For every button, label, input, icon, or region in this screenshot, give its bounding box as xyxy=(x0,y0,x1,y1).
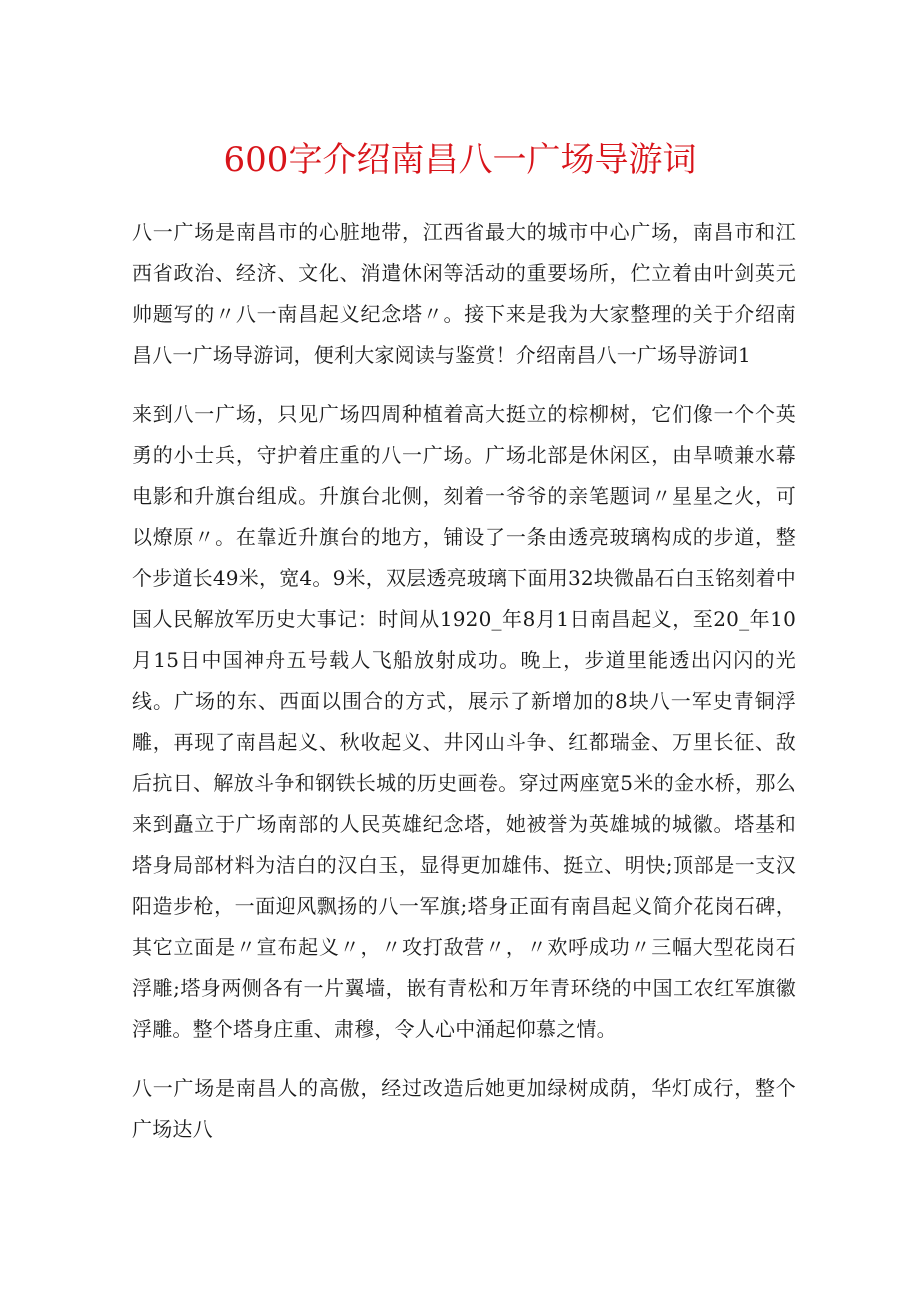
paragraph-square-description: 来到八一广场，只见广场四周种植着高大挺立的棕柳树，它们像一个个英勇的小士兵，守护着庄重的八一广场。广场北部是休闲区，由旱喷兼水幕电影和升旗台组成。升旗台北侧，刻着一爷爷的亲笔题词〃星星之火，可以燎原〃。在靠近升旗台的地方，铺设了一条由透亮玻璃构成的步道，整个步道长49米，宽4。9米，双层透亮玻璃下面用32块微晶石白玉铭刻着中国人民解放军历史大事记：时间从1920_年8月1日南昌起义，至20_年10月15日中国神舟五号载人飞船放射成功。晚上，步道里能透出闪闪的光线。广场的东、西面以围合的方式，展示了新增加的8块八一军史青铜浮雕，再现了南昌起义、秋收起义、井冈山斗争、红都瑞金、万里长征、敌后抗日、解放斗争和钢铁长城的历史画卷。穿过两座宽5米的金水桥，那么来到矗立于广场南部的人民英雄纪念塔，她被誉为英雄城的城徽。塔基和塔身局部材料为洁白的汉白玉，显得更加雄伟、挺立、明快;顶部是一支汉阳造步枪，一面迎风飘扬的八一军旗;塔身正面有南昌起义简介花岗石碑，其它立面是〃宣布起义〃，〃攻打敌营〃，〃欢呼成功〃三幅大型花岗石浮雕;塔身两侧各有一片翼墙，嵌有青松和万年青环绕的中国工农红军旗徽浮雕。整个塔身庄重、肃穆，令人心中涌起仰慕之情。 xyxy=(132,402,796,1041)
paragraph-intro: 八一广场是南昌市的心脏地带，江西省最大的城市中心广场，南昌市和江西省政治、经济、文化、消遣休闲等活动的重要场所，伫立着由叶剑英元帅题写的〃八一南昌起义纪念塔〃。接下来是我为大家整理的关于介绍南昌八一广场导游词，便利大家阅读与鉴赏！介绍南昌八一广场导游词1 xyxy=(132,220,796,367)
document-title: 600字介绍南昌八一广场导游词 xyxy=(223,140,697,180)
document-body xyxy=(132,212,796,1150)
paragraph-closing: 八一广场是南昌人的高傲，经过改造后她更加绿树成荫，华灯成行，整个广场达八 xyxy=(132,1076,796,1141)
